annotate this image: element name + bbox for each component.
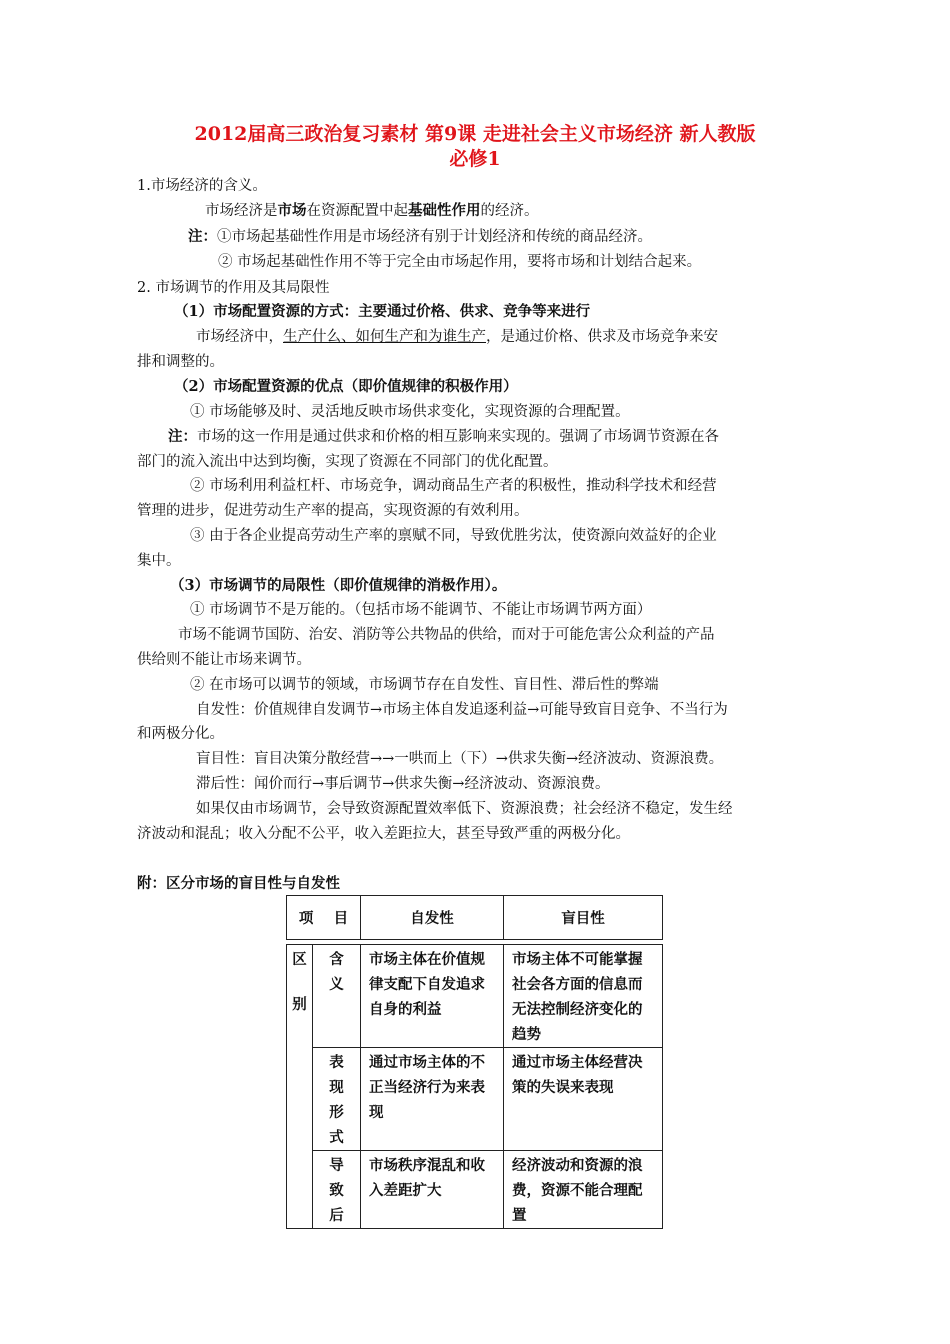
def-text-e: 的经济。 [480,203,539,219]
note-2: ② 市场起基础性作用不等于完全由市场起作用，要将市场和计划结合起来。 [218,254,702,270]
appendix-heading: 附：区分市场的盲目性与自发性 [137,875,340,892]
title-line-1: 2012届高三政治复习素材 第9课 走进社会主义市场经济 新人教版 [194,123,756,145]
limitation-2: ② 在市场可以调节的领域，市场调节存在自发性、盲目性、滞后性的弊端 [190,677,659,693]
group-label-difference: 区 别 [287,945,313,1229]
table-row [287,1048,663,1151]
title-line-2: 必修1 [449,148,501,170]
advantage-note-label: 注： [168,428,197,445]
lag-line: 滞后性：闻价而行→事后调节→供求失衡→经济波动、资源浪费。 [196,776,610,792]
meaning-blindness: 市场主体不可能掌握社会各方面的信息而无法控制经济变化的趋势 [504,945,663,1048]
subsection-3-title: （3）市场调节的局限性（即价值规律的消极作用）。 [170,577,507,594]
def-text-d: 基础性作用 [408,202,481,219]
document-title [120,122,830,172]
consequence-spontaneity: 市场秩序混乱和收入差距扩大 [361,1151,504,1229]
advantage-note-line-1 [168,427,719,447]
consequence-blindness: 经济波动和资源的浪费，资源不能合理配置 [504,1151,663,1229]
meaning-spontaneity: 市场主体在价值规律支配下自发追求自身的利益 [361,945,504,1048]
header-item: 项 目 [287,896,361,940]
header-spontaneity: 自发性 [361,896,504,940]
advantage-note-line-2: 部门的流入流出中达到均衡，实现了资源在不同部门的优化配置。 [137,454,558,470]
def-text-b: 市场 [277,202,307,219]
advantage-1: ① 市场能够及时、灵活地反映市场供求变化，实现资源的合理配置。 [190,404,630,420]
def-text-c: 在资源配置中起 [306,203,408,219]
paragraph-1-line-2: 排和调整的。 [137,354,224,370]
p1-text-a: 市场经济中， [196,329,283,345]
conclusion-line-1: 如果仅由市场调节，会导致资源配置效率低下、资源浪费；社会经济不稳定，发生经 [196,801,733,817]
comparison-table [286,895,663,1229]
limitation-1-detail-line-1: 市场不能调节国防、治安、消防等公共物品的供给，而对于可能危害公众利益的产品 [178,627,715,643]
advantage-2-line-2: 管理的进步，促进劳动生产率的提高，实现资源的有效利用。 [137,503,529,519]
p1-underlined: 生产什么、如何生产和为谁生产 [283,329,486,345]
advantage-note-text: 市场的这一作用是通过供求和价格的相互影响来实现的。强调了市场调节资源在各 [197,429,719,445]
spontaneity-line-2: 和两极分化。 [137,726,224,742]
blindness-line: 盲目性：盲目决策分散经营→→一哄而上（下）→供求失衡→经济波动、资源浪费。 [196,751,724,767]
form-blindness: 通过市场主体经营决策的失误来表现 [504,1048,663,1151]
subsection-2-title: （2）市场配置资源的优点（即价值规律的积极作用） [174,378,518,395]
note-label: 注： [188,228,217,245]
spontaneity-line-1: 自发性：价值规律自发调节→市场主体自发追逐利益→可能导致盲目竞争、不当行为 [196,702,728,718]
form-spontaneity: 通过市场主体的不正当经济行为来表现 [361,1048,504,1151]
limitation-1-detail-line-2: 供给则不能让市场来调节。 [137,652,311,668]
table-header-row [287,896,663,940]
row-label-consequence: 导 致 后 [313,1151,361,1229]
limitation-1: ① 市场调节不是万能的。（包括市场不能调节、不能让市场调节两方面） [190,602,652,618]
note-1 [188,227,652,247]
row-label-meaning: 含 义 [313,945,361,1048]
p1-text-b: ，是通过价格、供求及市场竞争来安 [486,329,718,345]
market-economy-definition [205,201,539,221]
note-1-text: ①市场起基础性作用是市场经济有别于计划经济和传统的商品经济。 [217,229,652,245]
header-blindness: 盲目性 [504,896,663,940]
subsection-1-title: （1）市场配置资源的方式：主要通过价格、供求、竞争等来进行 [174,303,591,320]
row-label-form: 表 现 形 式 [313,1048,361,1151]
section-2-heading: 2. 市场调节的作用及其局限性 [137,280,330,296]
section-1-heading: 1.市场经济的含义。 [137,178,267,194]
advantage-3-line-1: ③ 由于各企业提高劳动生产率的禀赋不同，导致优胜劣汰，使资源向效益好的企业 [190,528,717,544]
paragraph-1-line-1 [196,327,718,347]
advantage-2-line-1: ② 市场利用利益杠杆、市场竞争，调动商品生产者的积极性，推动科学技术和经营 [190,478,717,494]
def-text-a: 市场经济是 [205,203,278,219]
table-row [287,945,663,1048]
conclusion-line-2: 济波动和混乱；收入分配不公平，收入差距拉大，甚至导致严重的两极分化。 [137,826,630,842]
advantage-3-line-2: 集中。 [137,553,181,569]
table-row [287,1151,663,1229]
